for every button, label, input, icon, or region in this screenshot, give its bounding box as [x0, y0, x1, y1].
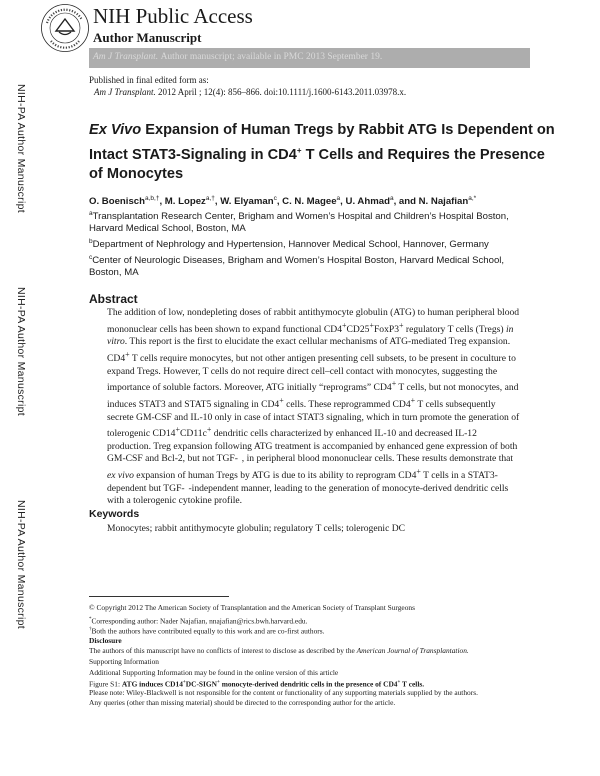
author-sup: a,*: [468, 195, 477, 202]
figure-sup: +: [182, 680, 186, 685]
abstract-text: T cells, but not monocytes, and induces STAT3 and STAT5 signaling in CD4: [107, 382, 519, 411]
availability-text: [93, 51, 382, 64]
affiliation-c: [89, 252, 529, 280]
author-name: O. Boenisch: [89, 196, 145, 208]
abstract-sup: +: [410, 395, 416, 405]
abstract-sup: +: [369, 320, 374, 330]
abstract-body: [107, 307, 523, 508]
footnote-journal: American Journal of Transplantation.: [356, 646, 469, 655]
footnote-text: The authors of this manuscript have no conflicts of interest to disclose as described by the: [89, 646, 357, 655]
abstract-text: expansion of human Tregs by ATG is due to its ability to reprogram CD4: [133, 470, 417, 482]
copyright-notice: © Copyright 2012 The American Society of Transplantation and the American Society of Transplant Surgeons: [89, 603, 415, 612]
supporting-heading: Supporting Information: [89, 657, 159, 666]
figure-sup: +: [397, 680, 401, 685]
affiliation-text: Department of Nephrology and Hypertension, Hannover Medical School, Hannover, Germany: [92, 239, 489, 251]
abstract-text: dendritic cells characterized by enhanced IL-10 and decreased IL-12 production. Treg expansion following ATG treatment is accompanied by enhanced gene expression of both GM-CSF and Bcl-2, but not TGF- , in peripheral blood mononuclear cells. These results demonstrate that: [107, 428, 518, 465]
keywords-list: Monocytes; rabbit antithymocyte globulin; regulatory T cells; tolerogenic DC: [107, 523, 406, 534]
footnote-sup: *: [89, 617, 92, 622]
affiliation-text: Center of Neurologic Diseases, Brigham and Women’s Hospital Boston, Harvard Medical School, Boston, MA: [89, 255, 505, 279]
abstract-text: T cells subsequently secrete GM-CSF and IL-10 only in case of intact STAT3 signaling, which in turn promote the generation of tolerogenic CD14: [107, 399, 520, 440]
abstract-text: cells. These reprogrammed CD4: [283, 399, 411, 411]
author-sup: c: [273, 195, 277, 202]
abstract-text: CD25: [346, 323, 370, 335]
supporting-text: Additional Supporting Information may be found in the online version of this article: [89, 668, 339, 677]
figure-text: DC-SIGN: [185, 679, 217, 689]
disclosure-text: [89, 646, 469, 655]
side-watermark-top: NIH-PA Author Manuscript: [15, 84, 27, 213]
title-sup: +: [296, 145, 302, 155]
queries-note: Any queries (other than missing material) should be directed to the corresponding author for the article.: [89, 698, 396, 707]
abstract-text: regulatory T cells (Tregs): [403, 323, 506, 335]
abstract-sup: +: [206, 425, 212, 435]
author-sup: a,†: [205, 195, 215, 202]
equal-contribution: [89, 625, 324, 636]
author-name: M. Lopez: [164, 196, 206, 208]
side-watermark-bottom: NIH-PA Author Manuscript: [15, 500, 27, 629]
availability-rest: Author manuscript; available in PMC 2013 September 19.: [160, 52, 383, 62]
citation-journal: Am J Transplant.: [94, 87, 156, 97]
published-label: Published in final edited form as:: [89, 75, 209, 85]
abstract-sup: +: [342, 320, 347, 330]
abstract-sup: +: [279, 395, 284, 405]
citation-details: 2012 April ; 12(4): 856–866. doi:10.1111/j.1600-6143.2011.03978.x.: [158, 87, 407, 97]
author-name: W. Elyaman: [220, 196, 274, 208]
author-list: O. Boenisch$^{a,b,\dagger}$, M. Lopez$^{a,\dagger}$, W. Elyaman$^c$, C. N. Magee$^a$, U. Ahmad$^a$, and N. Najafian$^{a,*}$: [89, 195, 477, 208]
title-italic: Ex Vivo: [89, 122, 142, 138]
nih-public-access-title: NIH Public Access: [93, 4, 253, 28]
figure-prefix: Figure S1:: [89, 679, 122, 689]
figure-text: ATG induces CD14: [121, 679, 183, 689]
abstract-sup: +: [391, 379, 397, 389]
abstract-text: CD11c: [180, 428, 207, 440]
side-watermark-middle: NIH-PA Author Manuscript: [15, 287, 27, 416]
footnote-text: Both the authors have contributed equally to this work and are co-first authors.: [91, 626, 325, 636]
abstract-sup: +: [125, 349, 130, 359]
abstract-text: T cells in a STAT3-dependent but TGF- -independent manner, leading to the generation of monocyte-derived dendritic cells with a tolerogenic cytokine profile.: [107, 470, 509, 507]
citation: [94, 87, 406, 98]
disclosure-heading: Disclosure: [89, 636, 122, 645]
author-sup: a: [389, 195, 394, 202]
affiliation-b: [89, 236, 529, 251]
abstract-text: . This report is the first to elucidate the exact cellular mechanisms of ATG-mediated Treg expansion. CD4: [107, 336, 511, 365]
footnote-sup: †: [89, 627, 92, 632]
abstract-text: T cells require monocytes, but not other antigen presenting cell subsets, to be present in coculture to expand Tregs. However, T cells do not require direct cell–cell contact with monocytes, suggesting the importance of soluble factors. Moreover, ATG initially “reprograms” CD4: [107, 353, 516, 394]
title-part1: Expansion of Human Tregs by Rabbit ATG Is Dependent on Intact STAT3-Signaling in CD4: [89, 122, 555, 163]
article-title: [89, 121, 559, 184]
author-name: C. N. Magee: [282, 196, 337, 208]
wiley-note: Please note: Wiley-Blackwell is not responsible for the content or functionality of any supporting materials supplied by the authors.: [89, 688, 478, 697]
title-part2: T Cells and Requires the Presence of Monocytes: [89, 146, 545, 182]
affiliation-sup: a: [89, 210, 93, 217]
abstract-text: FoxP3: [373, 323, 400, 335]
footnote-text: Corresponding author: Nader Najafian, nnajafian@rics.bwh.harvard.edu.: [91, 616, 308, 626]
author-manuscript-label: Author Manuscript: [93, 30, 202, 45]
abstract-italic: in vitro: [107, 323, 514, 348]
affiliation-sup: b: [89, 238, 93, 245]
availability-journal: Am J Transplant.: [93, 52, 159, 62]
abstract-text: The addition of low, nondepleting doses of rabbit antithymocyte globulin (ATG) to human peripheral blood mononuclear cells has been shown to expand functional CD4: [107, 307, 520, 335]
figure-sup: +: [217, 680, 220, 685]
abstract-heading: Abstract: [89, 292, 138, 306]
figure-text: monocyte-derived dendritic cells in the presence of CD4: [219, 679, 398, 689]
abstract-sup: +: [399, 320, 404, 330]
affiliation-a: [89, 208, 529, 236]
author-sup: a: [336, 195, 341, 202]
abstract-italic: ex vivo: [107, 470, 134, 482]
author-name: N. Najafian: [418, 196, 469, 208]
abstract-sup: +: [175, 425, 180, 435]
author-name: U. Ahmad: [345, 196, 390, 208]
author-sup: a,b,†: [144, 195, 160, 202]
abstract-sup: +: [416, 466, 421, 476]
figure-text: T cells.: [400, 679, 425, 689]
affiliation-text: Transplantation Research Center, Brigham and Women’s Hospital and Children’s Hospital Boston, Harvard Medical School, Boston, MA: [89, 211, 509, 235]
keywords-heading: Keywords: [89, 508, 140, 520]
nih-seal-logo: [40, 3, 90, 53]
affiliation-sup: c: [89, 254, 93, 261]
footnote-divider: [89, 596, 229, 597]
